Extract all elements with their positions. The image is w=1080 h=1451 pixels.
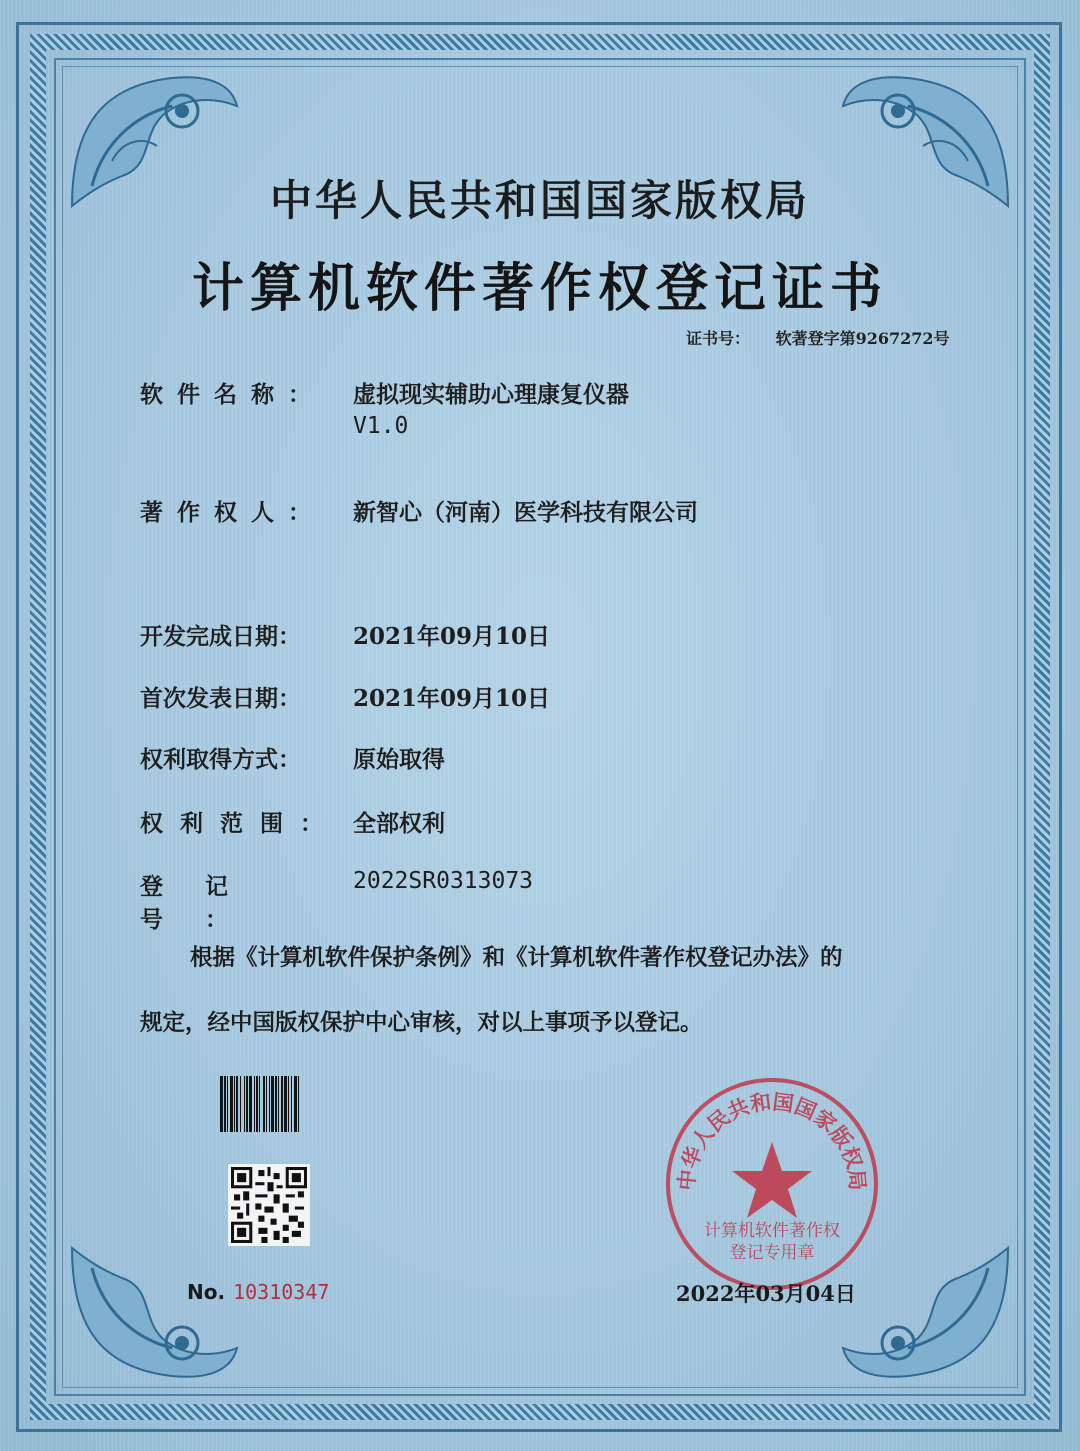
- software-version: V1.0: [353, 413, 409, 439]
- software-name-value: [353, 376, 629, 439]
- publish-date-value: 2021年09月10日: [353, 685, 551, 712]
- certificate-title: 计算机软件著作权登记证书: [191, 258, 888, 319]
- seal-line-1: 计算机软件著作权: [704, 1221, 840, 1241]
- rights-scope-value: 全部权利: [353, 810, 446, 837]
- official-seal: [660, 1072, 884, 1296]
- publish-date-row: [140, 680, 550, 713]
- acquire-method-label: 权利取得方式：: [140, 746, 301, 773]
- seal-line-2: 登记专用章: [729, 1243, 815, 1263]
- certificate-number-value: 软著登字第9267272号: [775, 329, 950, 348]
- registration-number-row: [140, 868, 533, 934]
- owner-value: 新智心（河南）医学科技有限公司: [353, 499, 699, 526]
- owner-label: 著作权人：: [140, 499, 325, 526]
- owner-row: [140, 494, 698, 527]
- issue-date: 2022年03月04日: [676, 1281, 856, 1306]
- star-icon: [732, 1142, 812, 1218]
- serial-number-value: 10310347: [233, 1280, 330, 1304]
- software-name-line1: 虚拟现实辅助心理康复仪器: [353, 381, 630, 408]
- dev-date-label: 开发完成日期：: [140, 623, 301, 650]
- rights-scope-label: 权利范围：: [140, 810, 340, 837]
- software-name-row: [140, 376, 629, 439]
- rights-scope-row: [140, 805, 445, 838]
- registration-number-label: 登记号：: [140, 873, 270, 933]
- software-name-label: 软件名称：: [140, 381, 325, 408]
- serial-number-label: No.: [187, 1280, 226, 1304]
- certificate-number: [686, 326, 950, 349]
- publish-date-label: 首次发表日期：: [140, 685, 301, 712]
- barcode-bar: [299, 1076, 301, 1132]
- corner-ornament-bottom-left: [62, 1238, 242, 1388]
- acquire-method-value: 原始取得: [353, 746, 446, 773]
- acquire-method-row: [140, 741, 445, 774]
- dev-date-row: [140, 618, 550, 651]
- qr-code: [228, 1164, 310, 1246]
- statement-line-2: 规定，经中国版权保护中心审核，对以上事项予以登记。: [140, 1010, 703, 1036]
- certificate-number-label: 证书号：: [686, 329, 751, 348]
- seal-arc-text: 中华人民共和国国家版权局: [674, 1089, 870, 1192]
- registration-number-value: 2022SR0313073: [353, 868, 534, 894]
- dev-date-value: 2021年09月10日: [353, 623, 551, 650]
- issuing-authority: 中华人民共和国国家版权局: [269, 176, 810, 225]
- barcode: [220, 1076, 370, 1132]
- serial-number: [187, 1280, 329, 1304]
- statement-line-1: 根据《计算机软件保护条例》和《计算机软件著作权登记办法》的: [190, 945, 843, 971]
